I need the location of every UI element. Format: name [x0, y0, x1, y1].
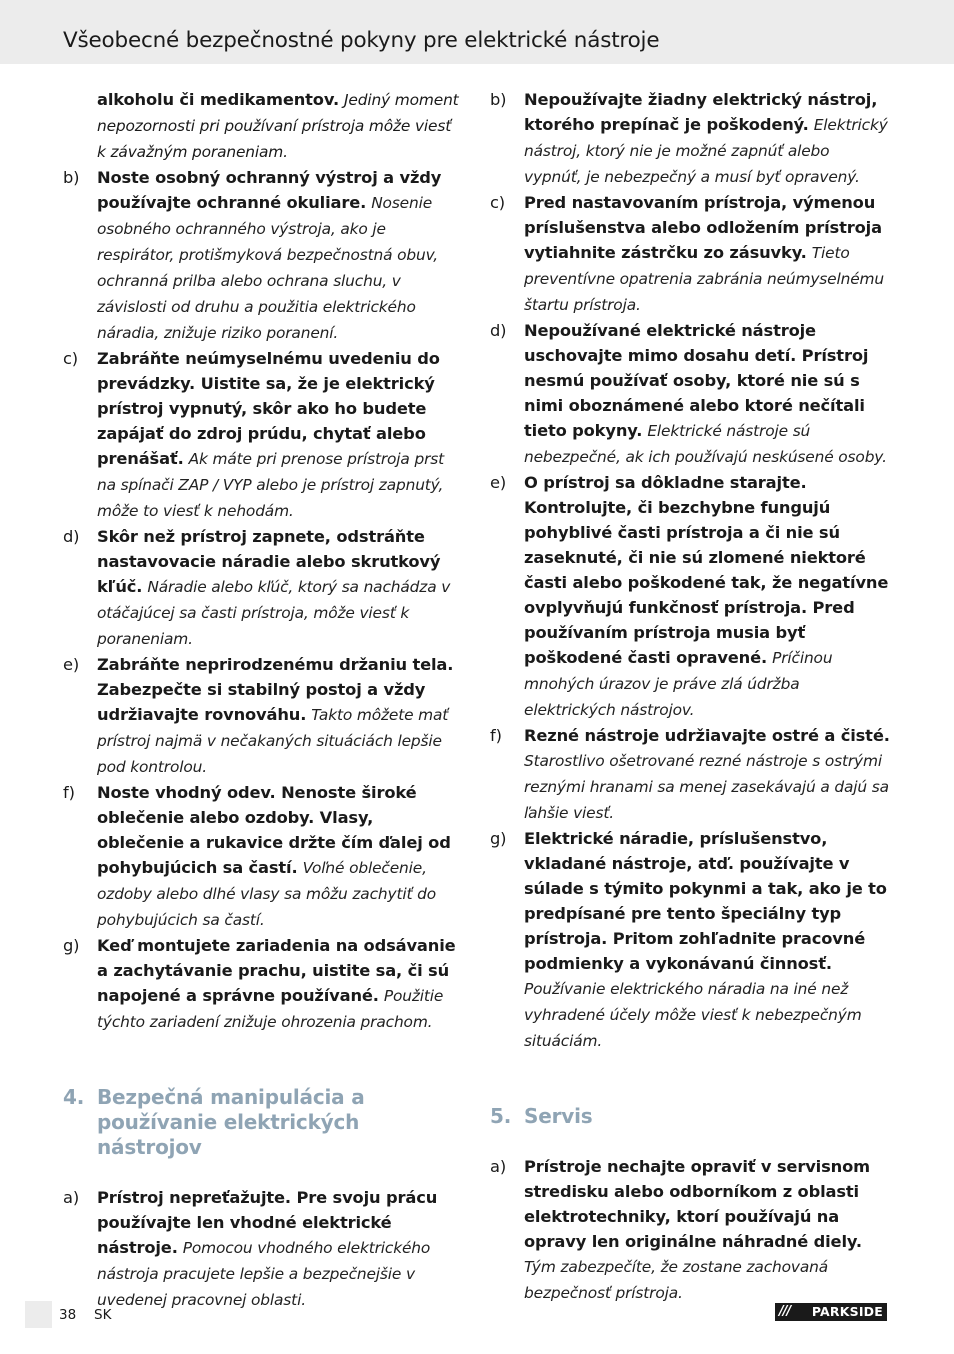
item-italic: Používanie elektrického náradia na iné než vyhradené účely môže viesť k nebezpečným situáciám.	[524, 980, 862, 1050]
page-title: Všeobecné bezpečnostné pokyny pre elektrické nástroje	[63, 28, 660, 53]
item-letter: g)	[63, 936, 80, 955]
item-letter: d)	[63, 527, 80, 546]
list-item	[490, 1154, 890, 1306]
item-bold: Nepoužívané elektrické nástroje uschovajte mimo dosahu detí. Prístroj nesmú používať osoby, ktoré nie sú s nimi oboznámené alebo ktoré nečítali tieto pokyny.	[524, 321, 869, 440]
item-italic: Ak máte pri prenose prístroja prst na spínači ZAP / VYP alebo je prístroj zapnutý, môže to viesť k nehodám.	[97, 450, 444, 520]
item-letter: f)	[490, 726, 502, 745]
item-italic: Takto môžete mať prístroj najmä v nečakaných situáciách lepšie pod kontrolou.	[97, 706, 449, 776]
section-title: Bezpečná manipulácia a používanie elektrických nástrojov	[97, 1085, 365, 1159]
list-item	[490, 318, 890, 470]
intro-bold: alkoholu či medikamentov.	[97, 90, 340, 109]
item-italic: Tým zabezpečíte, že zostane zachovaná bezpečnosť prístroja.	[524, 1258, 828, 1302]
list-item	[63, 524, 463, 652]
item-italic: Náradie alebo kľúč, ktorý sa nachádza v otáčajúcej sa časti prístroja, môže viesť k poraneniam.	[97, 578, 451, 648]
item-letter: c)	[63, 349, 79, 368]
list-item	[490, 470, 890, 723]
item-bold: Keď montujete zariadenia na odsávanie a zachytávanie prachu, uistite sa, či sú napojené a správne používané.	[97, 936, 456, 1005]
footer-page-box	[25, 1301, 52, 1328]
section-number: 5.	[490, 1104, 512, 1128]
item-italic: Tieto preventívne opatrenia zabránia neúmyselnému štartu prístroja.	[524, 244, 884, 314]
item-letter: b)	[63, 168, 80, 187]
left-items	[63, 165, 463, 1035]
intro-italic: Jediný moment nepozornosti pri používaní prístroja môže viesť k závažným poraneniam.	[97, 91, 459, 161]
item-letter: a)	[490, 1157, 507, 1176]
list-item	[63, 165, 463, 346]
list-item	[63, 1185, 463, 1313]
item-letter: a)	[63, 1188, 80, 1207]
item-bold: Nepoužívajte žiadny elektrický nástroj, ktorého prepínač je poškodený.	[524, 90, 878, 134]
item-letter: e)	[63, 655, 80, 674]
list-item	[63, 346, 463, 524]
intro-paragraph	[63, 87, 463, 165]
section-heading-4	[63, 1085, 463, 1160]
item-bold: Zabráňte neúmyselnému uvedeniu do prevádzky. Uistite sa, že je elektrický prístroj vypnutý, skôr ako ho budete zapájať do zdroj prúdu, chytať alebo prenášať.	[97, 349, 440, 468]
list-item	[490, 826, 890, 1054]
item-bold: Noste osobný ochranný výstroj a vždy používajte ochranné okuliare.	[97, 168, 442, 212]
item-bold: Noste vhodný odev. Nenoste široké oblečenie alebo ozdoby. Vlasy, oblečenie a rukavice držte čím ďalej od pohybujúcich sa častí.	[97, 783, 451, 877]
section-number: 4.	[63, 1085, 85, 1109]
item-italic: Nosenie osobného ochranného výstroja, ako je respirátor, protišmyková bezpečnostná obuv, ochranná prilba alebo ochrana sluchu, v závislosti od druhu a použitia elektrického náradia, znižuje riziko poranení.	[97, 194, 439, 342]
item-bold: Pred nastavovaním prístroja, výmenou príslušenstva alebo odložením prístroja vytiahnite zástrčku zo zásuvky.	[524, 193, 882, 262]
language-code: SK	[94, 1307, 112, 1323]
section-heading-5	[490, 1104, 890, 1129]
item-italic: Elektrické nástroje sú nebezpečné, ak ich používajú neskúsené osoby.	[524, 422, 887, 466]
item-bold: Elektrické náradie, príslušenstvo, vkladané nástroje, atď. používajte v súlade s týmito pokynmi a tak, ako je to predpísané pre tento špeciálny typ prístroja. Pritom zohľadnite pracovné podmienky a vykonávanú činnosť.	[524, 829, 887, 973]
item-bold: Rezné nástroje udržiavajte ostré a čisté.	[524, 726, 890, 745]
page-number: 38	[59, 1307, 77, 1323]
list-item	[490, 723, 890, 826]
item-bold: O prístroj sa dôkladne starajte. Kontrolujte, či bezchybne fungujú pohyblivé časti prístroja a či nie sú zaseknuté, či nie sú zlomené niektoré časti alebo poškodené tak, že negatívne ovplyvňujú funkčnosť prístroja. Pred používaním prístroja musia byť poškodené časti opravené.	[524, 473, 889, 667]
item-letter: e)	[490, 473, 507, 492]
item-bold: Zabráňte neprirodzenému držaniu tela. Zabezpečte si stabilný postoj a vždy udržiavajte rovnováhu.	[97, 655, 454, 724]
list-item	[63, 780, 463, 933]
item-italic: Elektrický nástroj, ktorý nie je možné zapnúť alebo vypnúť, je nebezpečný a musí byť opravený.	[524, 116, 888, 186]
item-bold: Skôr než prístroj zapnete, odstráňte nastavovacie náradie alebo skrutkový kľúč.	[97, 527, 441, 596]
list-item	[63, 933, 463, 1035]
item-italic: Použitie týchto zariadení znižuje ohrozenia prachom.	[97, 987, 444, 1031]
item-letter: d)	[490, 321, 507, 340]
item-italic: Starostlivo ošetrované rezné nástroje s ostrými reznými hranami sa menej zasekávajú a dajú sa ľahšie viesť.	[524, 752, 889, 822]
item-italic: Voľné oblečenie, ozdoby alebo dlhé vlasy sa môžu zachytiť do pohybujúcich sa častí.	[97, 859, 436, 929]
item-letter: g)	[490, 829, 507, 848]
item-letter: f)	[63, 783, 75, 802]
item-letter: b)	[490, 90, 507, 109]
logo-text: PARKSIDE	[811, 1304, 883, 1319]
list-item	[490, 87, 890, 190]
parkside-logo	[775, 1303, 887, 1321]
item-italic: Príčinou mnohých úrazov je práve zlá údržba elektrických nástrojov.	[524, 649, 833, 719]
item-italic: Pomocou vhodného elektrického nástroja pracujete lepšie a bezpečnejšie v uvedenej pracovnej oblasti.	[97, 1239, 431, 1309]
item-bold: Prístroj nepreťažujte. Pre svoju prácu používajte len vhodné elektrické nástroje.	[97, 1188, 438, 1257]
list-item	[63, 652, 463, 780]
list-item	[490, 190, 890, 318]
left-column	[63, 87, 463, 1313]
right-column	[490, 87, 890, 1306]
section-title: Servis	[524, 1104, 593, 1128]
logo-stripes-icon: ///	[779, 1304, 791, 1319]
item-letter: c)	[490, 193, 506, 212]
item-bold: Prístroje nechajte opraviť v servisnom stredisku alebo odborníkom z oblasti elektrotechniky, ktorí používajú na opravy len originálne náhradné diely.	[524, 1157, 870, 1251]
